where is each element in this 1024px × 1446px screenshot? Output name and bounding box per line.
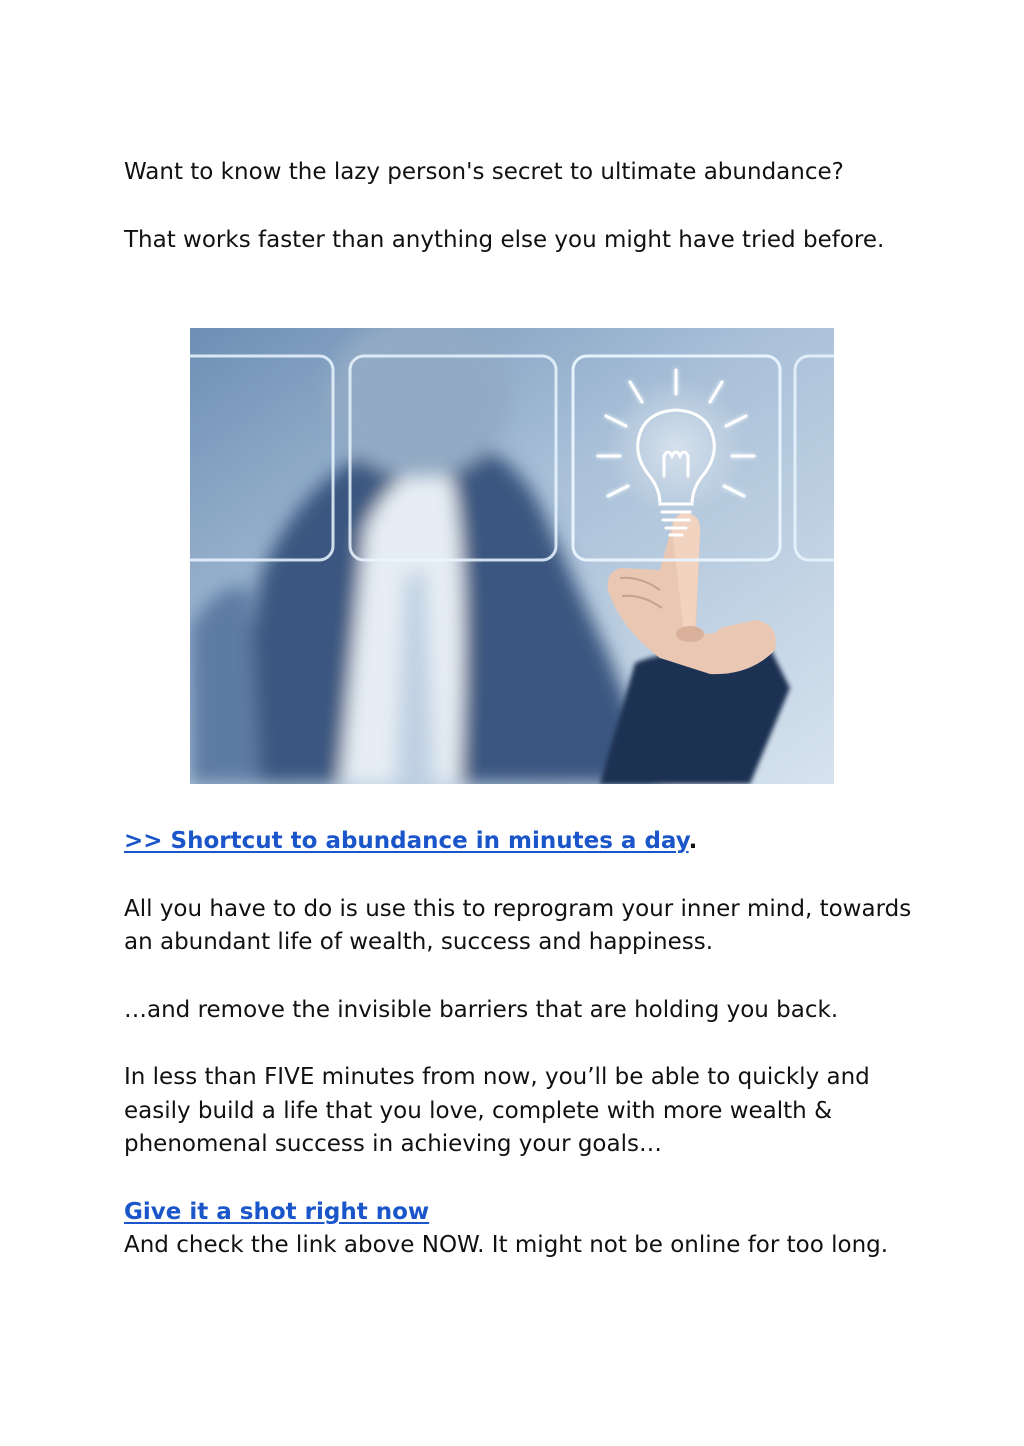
give-shot-link[interactable]: Give it a shot right now xyxy=(124,1198,430,1225)
body-paragraph-2: …and remove the invisible barriers that are holding you back. xyxy=(124,996,839,1023)
body-paragraph-4: And check the link above NOW. It might not be online for too long. xyxy=(124,1232,889,1258)
hero-image xyxy=(190,328,834,784)
shortcut-period: . xyxy=(688,828,698,854)
shortcut-link[interactable]: >> Shortcut to abundance in minutes a day xyxy=(124,828,689,854)
intro-section xyxy=(124,156,914,257)
hero-illustration xyxy=(190,328,834,784)
body-paragraph-1: All you have to do is use this to reprogram your inner mind, towards an abundant life of wealth, success and happiness. xyxy=(124,895,912,955)
body-paragraph-3: In less than FIVE minutes from now, you’ll be able to quickly and easily build a life that you love, complete with more wealth & phenomenal success in achieving your goals… xyxy=(124,1064,870,1157)
give-shot-line xyxy=(124,1196,914,1230)
intro-line-2: That works faster than anything else you might have tried before. xyxy=(124,226,885,253)
content-section xyxy=(124,825,914,1263)
intro-line-1: Want to know the lazy person's secret to ultimate abundance? xyxy=(124,159,844,185)
shortcut-line xyxy=(124,825,914,859)
